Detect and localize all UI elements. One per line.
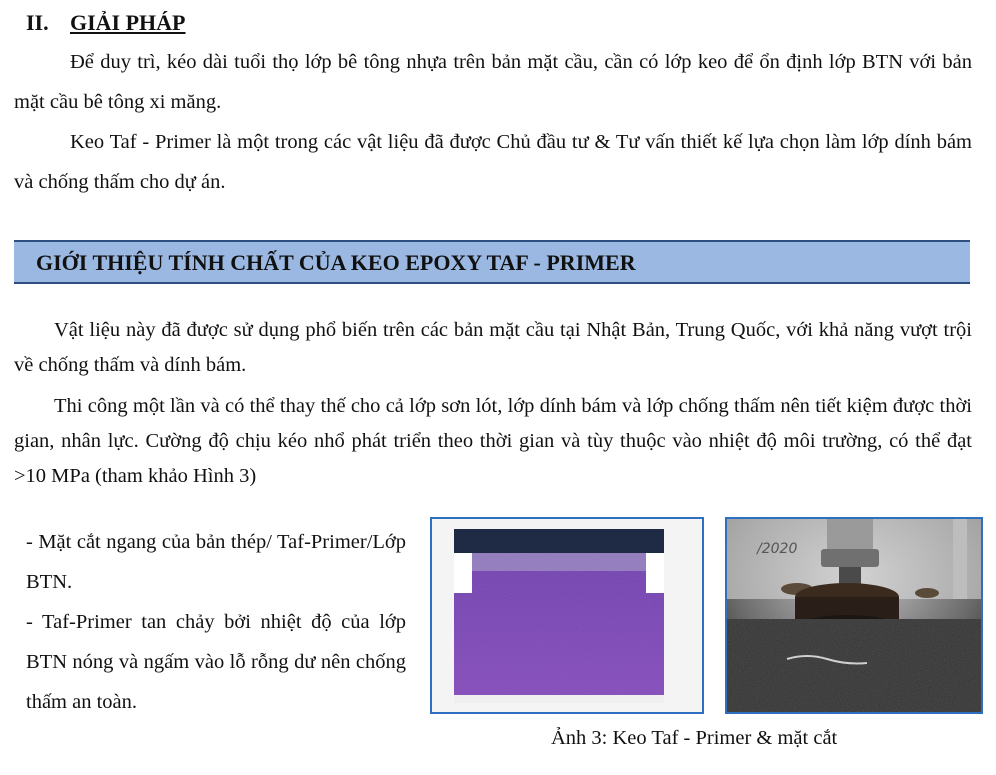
solution-paragraph-2: Keo Taf - Primer là một trong các vật liệu đã được Chủ đầu tư & Tư vấn thiết kế lựa chọn làm lớp dính bám và chống thấm cho dự án. [14,131,972,193]
intro-paragraph-2: Thi công một lần và có thể thay thế cho cả lớp sơn lót, lớp dính bám và lớp chống thấm nên tiết kiệm được thời gian, nhân lực. Cường độ chịu kéo nhổ phát triển theo thời gian và tùy thuộc vào nhiệt độ môi trường, có thể đạt >10 MPa (tham khảo Hình 3) [14,395,972,487]
bullet-list [26,522,406,722]
bullet-item-cross-section: - Mặt cắt ngang của bản thép/ Taf-Primer/Lớp BTN. [26,531,406,593]
section-number: II. [26,10,49,35]
cross-section-photo [430,517,704,714]
bullet-item-melting: - Taf-Primer tan chảy bởi nhiệt độ của lớp BTN nóng và ngấm vào lỗ rỗng dư nên chống thấm an toàn. [26,611,406,713]
cross-section-image [432,519,702,712]
properties-banner [14,240,970,284]
intro-paragraph-1: Vật liệu này đã được sử dụng phổ biến trên các bản mặt cầu tại Nhật Bản, Trung Quốc, với khả năng vượt trội về chống thấm và dính bám. [14,319,972,376]
pull-test-image [727,519,981,712]
photo-handwriting: /2020 [757,541,798,557]
pull-test-photo [725,517,983,714]
section-title: GIẢI PHÁP [70,10,186,35]
banner-title: GIỚI THIỆU TÍNH CHẤT CỦA KEO EPOXY TAF - PRIMER [36,250,636,275]
section-heading [26,10,186,36]
figure-caption: Ảnh 3: Keo Taf - Primer & mặt cắt [551,727,838,749]
solution-paragraph-1: Để duy trì, kéo dài tuổi thọ lớp bê tông nhựa trên bản mặt cầu, cần có lớp keo để ổn định lớp BTN với bản mặt cầu bê tông xi măng. [14,51,972,113]
